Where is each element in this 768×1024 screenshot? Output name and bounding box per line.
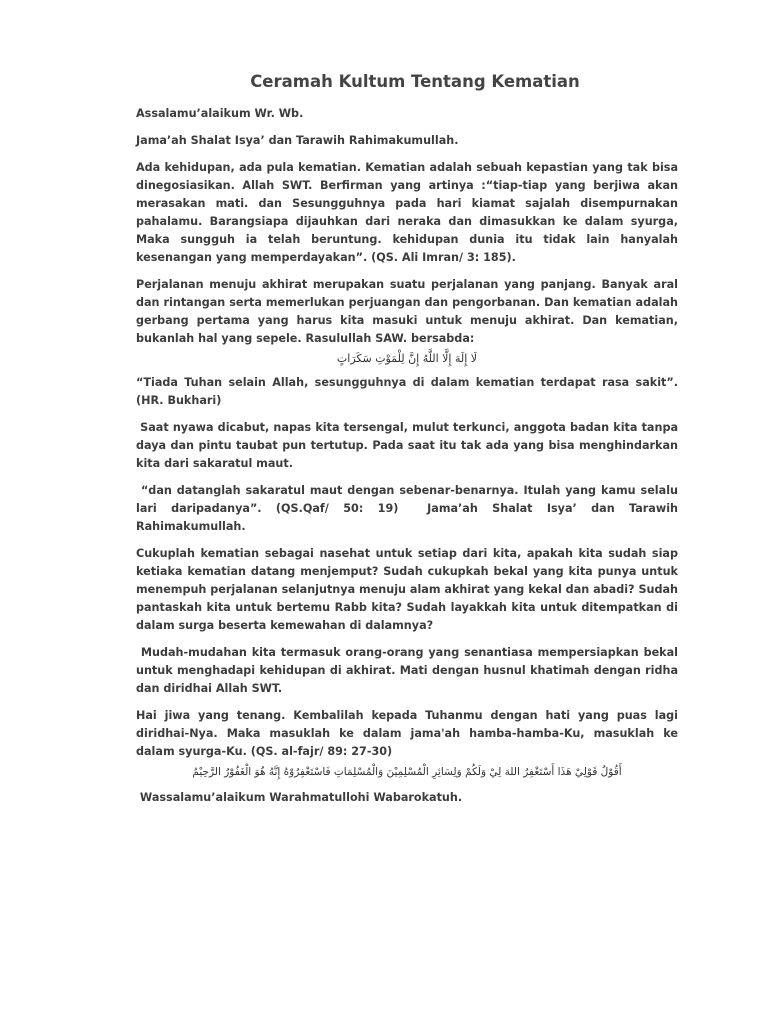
closing-greeting: Wassalamu’alaikum Warahmatullohi Wabarokatuh. — [136, 791, 463, 804]
paragraph-fajr: Hai jiwa yang tenang. Kembalilah kepada Tuhanmu dengan hati yang puas lagi diridhai-Nya. Maka masuklah ke dalam jama'ah hamba-hamba-Ku, masuklah ke dalam syurga-Ku. (QS. al-fajr/ 89: 27-30) — [136, 709, 678, 758]
document-title: Ceramah Kultum Tentang Kematian — [250, 72, 580, 91]
document-body — [136, 72, 682, 816]
hadith-translation: “Tiada Tuhan selain Allah, sesungguhnya di dalam kematian terdapat rasa sakit”. (HR. Bukhari) — [136, 376, 678, 407]
paragraph-intro: Ada kehidupan, ada pula kematian. Kematian adalah sebuah kepastian yang tak bisa dinegosiasikan. Allah SWT. Berfirman yang artinya :“tiap-tiap yang berjiwa akan merasakan mati. dan Sesungguhnya pada hari kiamat sajalah disempurnakan pahalamu. Barangsiapa dijauhkan dari neraka dan dimasukkan ke dalam syurga, Maka sungguh ia telah beruntung. kehidupan dunia itu tidak lain hanyalah kesenangan yang memperdayakan”. (QS. Ali Imran/ 3: 185). — [136, 161, 678, 264]
paragraph-hope: Mudah-mudahan kita termasuk orang-orang yang senantiasa mempersiapkan bekal untuk menghadapi kehidupan di akhirat. Mati dengan husnul khatimah dengan ridha dan diridhai Allah SWT. — [136, 646, 682, 695]
arabic-hadith: لَا إِلَهَ إِلَّا اللَّهُ إِنَّ لِلْمَوْتِ سَكَرَاتٍ — [336, 352, 478, 365]
arabic-closing-prayer: أَقُوْلُ قَوْلِيْ هَذَا أَسْتَغْفِرُ اللهَ لِيْ وَلَكُمْ وَلِسَائِرِ الْمُسْلِمِيْنَ وَالْمُسْلِمَاتِ فَاسْتَغْفِرُوْهُ إِنَّهُ هُوَ الْغَفُوْرُ الرَّحِيْمُ — [192, 766, 622, 778]
address-congregation: Jama’ah Shalat Isya’ dan Tarawih Rahimakumullah. — [136, 134, 459, 147]
paragraph-advice: Cukuplah kematian sebagai nasehat untuk setiap dari kita, apakah kita sudah siap ketiaka kematian datang menjemput? Sudah cukupkah bekal yang kita punya untuk menempuh perjalanan selanjutnya menuju alam akhirat yang kekal dan abadi? Sudah pantaskah kita untuk bertemu Rabb kita? Sudah layakkah kita untuk ditempatkan di dalam surga beserta kemewahan di dalamnya? — [136, 547, 678, 632]
paragraph-qaf: “dan datanglah sakaratul maut dengan sebenar-benarnya. Itulah yang kamu selalu lari daripadanya”. (QS.Qaf/ 50: 19) Jama’ah Shalat Isya’ dan Tarawih Rahimakumullah. — [136, 484, 682, 533]
paragraph-sakaratul: Saat nyawa dicabut, napas kita tersengal, mulut terkunci, anggota badan kita tanpa daya dan pintu taubat pun tertutup. Pada saat itu tak ada yang bisa menghindarkan kita dari sakaratul maut. — [136, 421, 682, 470]
greeting: Assalamu’alaikum Wr. Wb. — [136, 107, 304, 120]
paragraph-journey: Perjalanan menuju akhirat merupakan suatu perjalanan yang panjang. Banyak aral dan rintangan serta memerlukan perjuangan dan pengorbanan. Dan kematian adalah gerbang pertama yang harus kita masuki untuk menuju akhirat. Dan kematian, bukanlah hal yang sepele. Rasulullah SAW. bersabda: — [136, 278, 678, 345]
